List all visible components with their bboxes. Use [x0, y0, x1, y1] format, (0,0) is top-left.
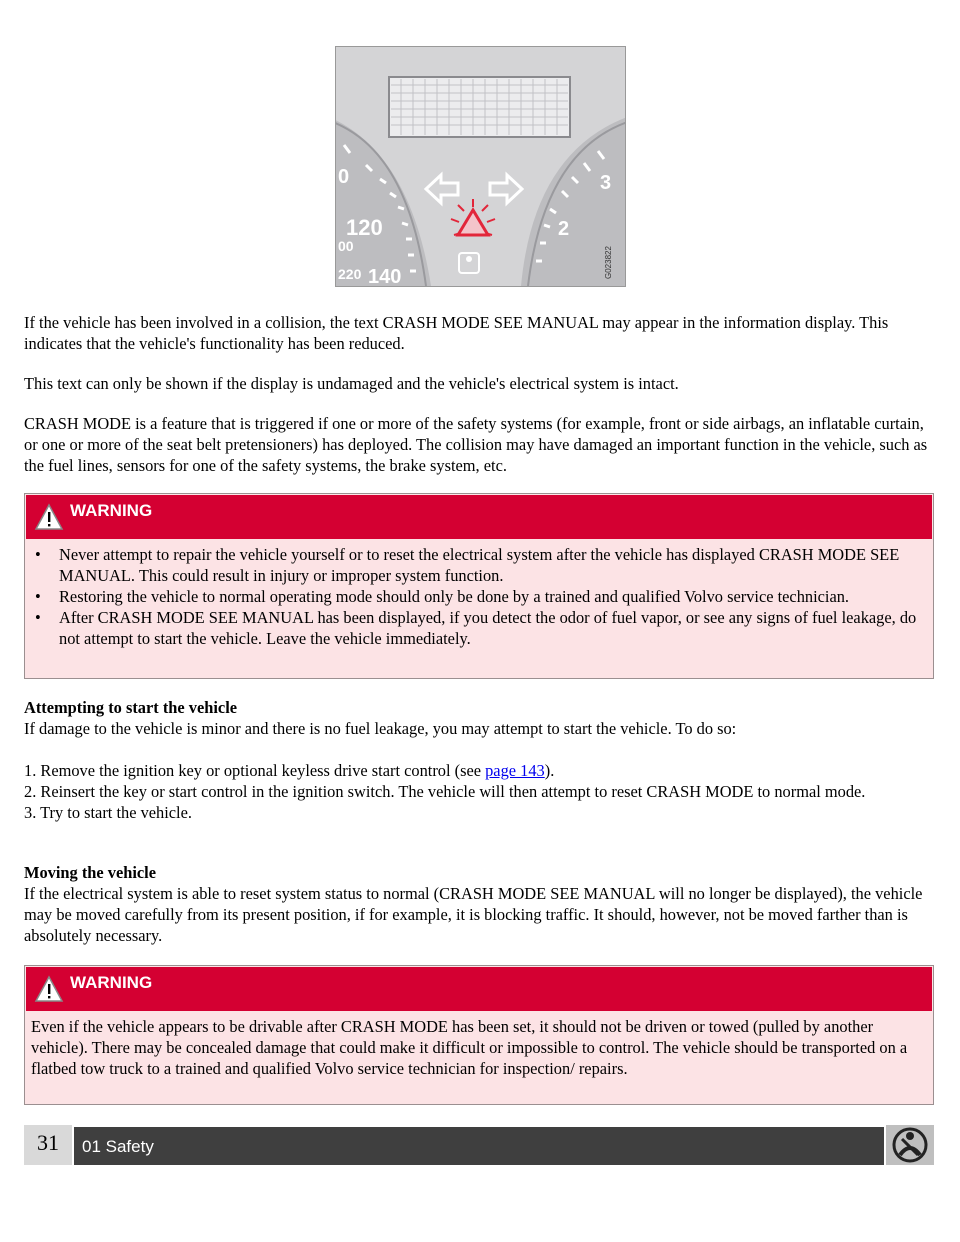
warning-header — [26, 495, 932, 539]
instrument-cluster-illustration — [336, 47, 625, 286]
section-text: If the electrical system is able to reset system status to normal (CRASH MODE SEE MANUAL will no longer be displayed), the vehicle may be moved carefully from its present position, if for example, it is blocking traffic. It should, however, not be moved farther than is absolutely necessary. — [24, 884, 923, 945]
gauge-label: 2 — [558, 218, 570, 240]
paragraph-text: If the vehicle has been involved in a collision, the text CRASH MODE SEE MANUAL may appear in the information display. This indicates that the vehicle's functionality has been reduced. — [24, 313, 889, 353]
step-2: 2. Reinsert the key or start control in the ignition switch. The vehicle will then attempt to reset CRASH MODE to normal mode. — [24, 782, 866, 801]
warning-triangle-icon — [34, 503, 64, 531]
steps-list — [24, 760, 936, 823]
warning-body — [25, 1012, 933, 1085]
warning-list-item: • After CRASH MODE SEE MANUAL has been displayed, if you detect the odor of fuel vapor, or see any signs of fuel leakage, do not attempt to start the vehicle. Leave the vehicle immediately. — [35, 608, 917, 648]
gauge-label: 3 — [600, 172, 612, 194]
instrument-cluster-figure — [335, 46, 626, 287]
paragraph-text: CRASH MODE is a feature that is triggered if one or more of the safety systems (for example, front or side airbags, an inflatable curtain, or one or more of the seat belt pretensioners) has deployed. The collision may have damaged an important function in the vehicle, such as the fuel lines, sensors for one of the safety systems, the brake system, etc. — [24, 414, 928, 475]
safety-logo — [886, 1125, 934, 1165]
page-number: 31 — [24, 1125, 72, 1165]
gauge-label: 00 — [338, 238, 354, 254]
warning-header — [26, 967, 932, 1011]
footer-section-title: 01 Safety — [74, 1127, 884, 1165]
section-intro: If damage to the vehicle is minor and there is no fuel leakage, you may attempt to start the vehicle. To do so: — [24, 719, 737, 738]
page-footer — [24, 1125, 934, 1167]
seatbelt-person-icon — [886, 1125, 934, 1165]
gauge-label: 0 — [338, 166, 350, 188]
paragraph-text: This text can only be shown if the display is undamaged and the vehicle's electrical system is intact. — [24, 374, 679, 393]
section-heading: Moving the vehicle — [24, 863, 157, 882]
section-moving-vehicle — [24, 862, 936, 946]
intro-paragraph-1 — [24, 312, 936, 354]
warning-body — [25, 540, 933, 655]
gauge-label: 220 — [338, 266, 362, 282]
warning-list-item: • Never attempt to repair the vehicle yourself or to reset the electrical system after the vehicle has displayed CRASH MODE SEE MANUAL. This could result in injury or improper system function. — [35, 545, 900, 585]
warning-box-2 — [24, 965, 934, 1105]
warning-triangle-icon — [34, 975, 64, 1003]
gauge-label: 140 — [368, 266, 402, 286]
warning-list-item: • Restoring the vehicle to normal operating mode should only be done by a trained and qualified Volvo service technician. — [35, 587, 850, 606]
figure-code: G023822 — [604, 246, 613, 279]
warning-box-1 — [24, 493, 934, 679]
section-start-vehicle — [24, 697, 936, 739]
intro-paragraph-2 — [24, 373, 936, 394]
step-3: 3. Try to start the vehicle. — [24, 803, 192, 822]
warning-text: Even if the vehicle appears to be drivable after CRASH MODE has been set, it should not be driven or towed (pulled by another vehicle). There may be concealed damage that could make it difficult or impossible to control. The vehicle should be transported on a flatbed tow truck to a trained and qualified Volvo service technician for inspection/ repairs. — [31, 1017, 908, 1078]
warning-title: WARNING — [70, 973, 153, 992]
intro-paragraph-3 — [24, 413, 936, 476]
warning-title: WARNING — [70, 501, 153, 520]
section-heading: Attempting to start the vehicle — [24, 698, 238, 717]
gauge-label: 120 — [346, 215, 383, 240]
step-1: 1. Remove the ignition key or optional keyless drive start control (see page 143). — [24, 761, 555, 780]
page-link[interactable]: page 143 — [485, 761, 545, 780]
